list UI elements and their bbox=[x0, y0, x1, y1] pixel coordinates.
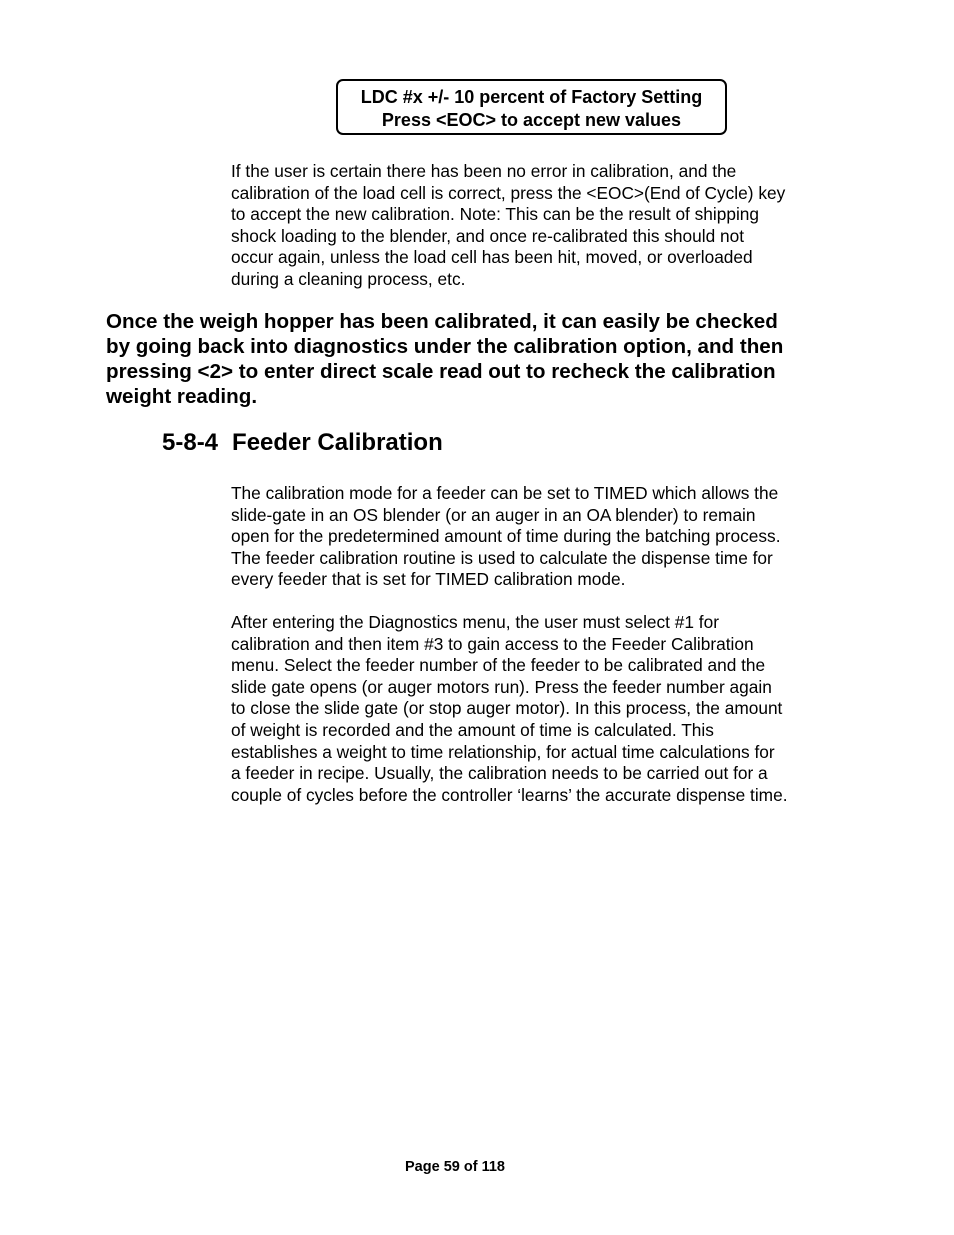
paragraph-line: calibration and then item #3 to gain access to the Feeder Calibration bbox=[231, 633, 754, 654]
paragraph-line: occur again, unless the load cell has been hit, moved, or overloaded bbox=[231, 247, 753, 268]
paragraph-line: menu. Select the feeder number of the feeder to be calibrated and the bbox=[231, 655, 766, 676]
page-number-footer: Page 59 of 118 bbox=[405, 1159, 505, 1175]
section-title: Feeder Calibration bbox=[232, 429, 443, 456]
note-line: weight reading. bbox=[106, 385, 258, 408]
paragraph-line: The feeder calibration routine is used to calculate the dispense time for bbox=[231, 547, 773, 568]
paragraph-line: during a cleaning process, etc. bbox=[231, 268, 466, 289]
note-line: by going back into diagnostics under the calibration option, and then bbox=[106, 335, 784, 358]
section-number: 5-8-4 bbox=[162, 429, 219, 456]
note-line: Once the weigh hopper has been calibrated, it can easily be checked bbox=[106, 310, 778, 333]
paragraph-line: calibration of the load cell is correct, press the <EOC>(End of Cycle) key bbox=[231, 182, 786, 203]
paragraph-line: slide gate opens (or auger motors run). Press the feeder number again bbox=[231, 676, 772, 697]
paragraph-line: If the user is certain there has been no error in calibration, and the bbox=[231, 161, 737, 181]
display-message-line-1: LDC #x +/- 10 percent of Factory Setting bbox=[360, 87, 703, 107]
paragraph-line: shock loading to the blender, and once re-calibrated this should not bbox=[231, 225, 745, 246]
feeder-calibration-procedure-paragraph bbox=[231, 612, 843, 806]
display-message-line-2: Press <EOC> to accept new values bbox=[381, 110, 682, 130]
timed-mode-paragraph bbox=[231, 483, 843, 591]
paragraph-line: every feeder that is set for TIMED calibration mode. bbox=[231, 569, 626, 590]
controller-display-message-box bbox=[336, 79, 727, 135]
paragraph-line: to close the slide gate (or stop auger motor). In this process, the amount bbox=[231, 698, 783, 719]
paragraph-line: The calibration mode for a feeder can be set to TIMED which allows the bbox=[231, 483, 779, 503]
paragraph-line: couple of cycles before the controller ‘learns’ the accurate dispense time. bbox=[231, 784, 788, 805]
paragraph-line: establishes a weight to time relationship, for actual time calculations for bbox=[231, 741, 775, 762]
paragraph-line: a feeder in recipe. Usually, the calibration needs to be carried out for a bbox=[231, 763, 768, 784]
calibration-accept-paragraph bbox=[231, 161, 843, 291]
paragraph-line: to accept the new calibration. Note: This can be the result of shipping bbox=[231, 204, 760, 225]
paragraph-line: of weight is recorded and the amount of time is calculated. This bbox=[231, 719, 714, 740]
section-heading-feeder-calibration bbox=[162, 429, 443, 457]
note-line: pressing <2> to enter direct scale read out to recheck the calibration bbox=[106, 360, 776, 383]
recheck-calibration-note bbox=[106, 309, 846, 409]
paragraph-line: slide-gate in an OS blender (or an auger in an OA blender) to remain bbox=[231, 504, 756, 525]
paragraph-line: open for the predetermined amount of time during the batching process. bbox=[231, 526, 781, 547]
paragraph-line: After entering the Diagnostics menu, the user must select #1 for bbox=[231, 612, 719, 632]
